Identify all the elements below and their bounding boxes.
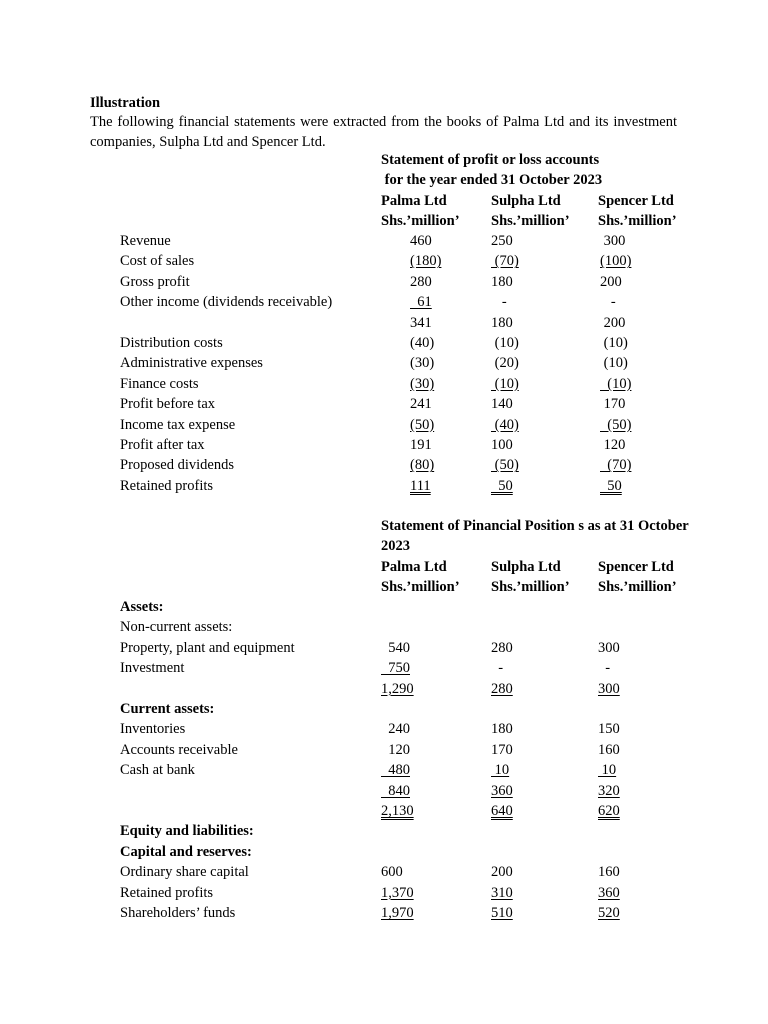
pl-cell: 50 xyxy=(600,477,622,494)
pl-cell: (20) xyxy=(491,355,519,372)
pl-cell: 170 xyxy=(600,396,626,413)
pl-subtitle: for the year ended 31 October 2023 xyxy=(381,172,603,189)
pl-row-label: Retained profits xyxy=(120,477,214,494)
sfp-cell: 320 xyxy=(598,782,620,799)
sfp-cell: 540 xyxy=(381,639,410,656)
pl-column-header: Sulpha Ltd xyxy=(491,192,561,209)
sfp-row-label: Current assets: xyxy=(120,701,215,717)
sfp-title: Statement of Pinancial Position s as at 31 October xyxy=(381,518,689,534)
sfp-cell: 200 xyxy=(491,864,513,881)
pl-cell: (40) xyxy=(410,335,435,351)
sfp-cell: 160 xyxy=(598,864,620,881)
sfp-column-header: Spencer Ltd xyxy=(598,558,674,575)
sfp-cell: 150 xyxy=(598,721,620,738)
pl-row-label: Profit before tax xyxy=(120,396,216,413)
sfp-cell: 160 xyxy=(598,741,620,758)
pl-column-unit: Shs.’million’ xyxy=(381,213,460,230)
sfp-cell: 310 xyxy=(491,884,513,901)
sfp-cell: 510 xyxy=(491,905,513,921)
pl-cell: 120 xyxy=(600,437,626,453)
pl-cell: 180 xyxy=(491,314,513,331)
pl-cell: - xyxy=(600,294,616,311)
pl-column-unit: Shs.’million’ xyxy=(598,213,677,230)
pl-row-label: Proposed dividends xyxy=(120,457,234,474)
sfp-row-label: Accounts receivable xyxy=(120,741,238,758)
pl-row-label: Other income (dividends receivable) xyxy=(120,294,333,311)
pl-cell: 300 xyxy=(600,233,626,249)
pl-row-label: Income tax expense xyxy=(120,416,236,433)
pl-column-header: Palma Ltd xyxy=(381,192,447,209)
sfp-cell: 10 xyxy=(598,762,617,779)
pl-cell: 50 xyxy=(491,477,513,494)
pl-row-label: Administrative expenses xyxy=(120,355,263,372)
sfp-subtitle: 2023 xyxy=(381,538,410,555)
sfp-row-label: Shareholders’ funds xyxy=(120,905,236,921)
pl-cell: (70) xyxy=(491,253,519,270)
pl-cell: (50) xyxy=(491,457,519,474)
sfp-row-label: Inventories xyxy=(120,721,186,738)
pl-cell: (180) xyxy=(410,253,442,270)
sfp-row-label: Ordinary share capital xyxy=(120,864,249,881)
sfp-cell: 2,130 xyxy=(381,803,414,819)
sfp-cell: 640 xyxy=(491,803,513,819)
pl-cell: 200 xyxy=(600,273,622,290)
pl-row-label: Finance costs xyxy=(120,375,199,392)
sfp-cell: 280 xyxy=(491,680,513,697)
sfp-cell: 840 xyxy=(381,782,410,799)
sfp-cell: 280 xyxy=(491,639,513,656)
pl-row-label: Cost of sales xyxy=(120,253,195,270)
sfp-row-label: Cash at bank xyxy=(120,762,195,779)
pl-cell: 280 xyxy=(410,273,432,290)
pl-cell: 241 xyxy=(410,396,432,413)
pl-cell: 341 xyxy=(410,314,432,331)
sfp-cell: 240 xyxy=(381,721,410,738)
pl-cell: (10) xyxy=(600,335,628,351)
pl-cell: (30) xyxy=(410,375,435,392)
sfp-cell: 520 xyxy=(598,905,620,921)
pl-cell: (50) xyxy=(600,416,632,433)
pl-cell: (80) xyxy=(410,457,435,474)
pl-row-label: Gross profit xyxy=(120,273,190,290)
sfp-column-unit: Shs.’million’ xyxy=(598,579,677,596)
pl-cell: 191 xyxy=(410,437,432,453)
sfp-cell: 480 xyxy=(381,762,410,779)
pl-cell: 111 xyxy=(410,477,431,494)
intro-paragraph: The following financial statements were extracted from the books of Palma Ltd and its investment companies, Sulpha Ltd and Spencer Ltd. xyxy=(90,114,677,150)
sfp-cell: 300 xyxy=(598,639,620,656)
sfp-cell: - xyxy=(491,660,504,677)
pl-cell: (10) xyxy=(600,375,632,392)
sfp-cell: - xyxy=(598,660,611,677)
sfp-row-label: Non-current assets: xyxy=(120,619,233,636)
sfp-cell: 600 xyxy=(381,864,403,881)
sfp-column-header: Sulpha Ltd xyxy=(491,558,561,575)
pl-cell: - xyxy=(491,294,507,311)
pl-cell: 140 xyxy=(491,396,513,413)
sfp-cell: 360 xyxy=(598,884,620,901)
sfp-cell: 10 xyxy=(491,762,510,779)
sfp-cell: 170 xyxy=(491,741,513,758)
heading: Illustration xyxy=(90,95,161,111)
pl-cell: (10) xyxy=(491,375,519,392)
sfp-column-unit: Shs.’million’ xyxy=(491,579,570,596)
sfp-cell: 180 xyxy=(491,721,513,738)
pl-cell: (70) xyxy=(600,457,632,474)
pl-column-header: Spencer Ltd xyxy=(598,192,674,209)
pl-cell: 100 xyxy=(491,437,513,453)
sfp-row-label: Retained profits xyxy=(120,884,214,901)
sfp-cell: 620 xyxy=(598,803,620,819)
sfp-row-label: Property, plant and equipment xyxy=(120,639,295,656)
pl-cell: (50) xyxy=(410,416,435,433)
pl-cell: (100) xyxy=(600,253,632,270)
pl-row-label: Profit after tax xyxy=(120,437,205,453)
pl-row-label: Revenue xyxy=(120,233,171,249)
sfp-cell: 1,970 xyxy=(381,905,414,921)
sfp-column-unit: Shs.’million’ xyxy=(381,579,460,596)
sfp-cell: 1,370 xyxy=(381,884,414,901)
sfp-cell: 300 xyxy=(598,680,620,697)
pl-cell: 250 xyxy=(491,233,513,249)
sfp-row-label: Assets: xyxy=(120,599,164,615)
pl-cell: (40) xyxy=(491,416,519,433)
pl-cell: 200 xyxy=(600,314,626,331)
pl-cell: (30) xyxy=(410,355,435,372)
sfp-row-label: Capital and reserves: xyxy=(120,843,252,860)
pl-cell: 460 xyxy=(410,233,432,249)
sfp-cell: 120 xyxy=(381,741,410,758)
pl-cell: (10) xyxy=(491,335,519,351)
sfp-cell: 360 xyxy=(491,782,513,799)
sfp-cell: 750 xyxy=(381,660,410,677)
pl-column-unit: Shs.’million’ xyxy=(491,213,570,230)
pl-title: Statement of profit or loss accounts xyxy=(381,152,600,168)
sfp-row-label: Equity and liabilities: xyxy=(120,823,254,840)
pl-row-label: Distribution costs xyxy=(120,335,223,351)
sfp-row-label: Investment xyxy=(120,660,185,677)
sfp-cell: 1,290 xyxy=(381,680,414,697)
pl-cell: (10) xyxy=(600,355,628,372)
pl-cell: 61 xyxy=(410,294,432,311)
sfp-column-header: Palma Ltd xyxy=(381,558,447,575)
pl-cell: 180 xyxy=(491,273,513,290)
